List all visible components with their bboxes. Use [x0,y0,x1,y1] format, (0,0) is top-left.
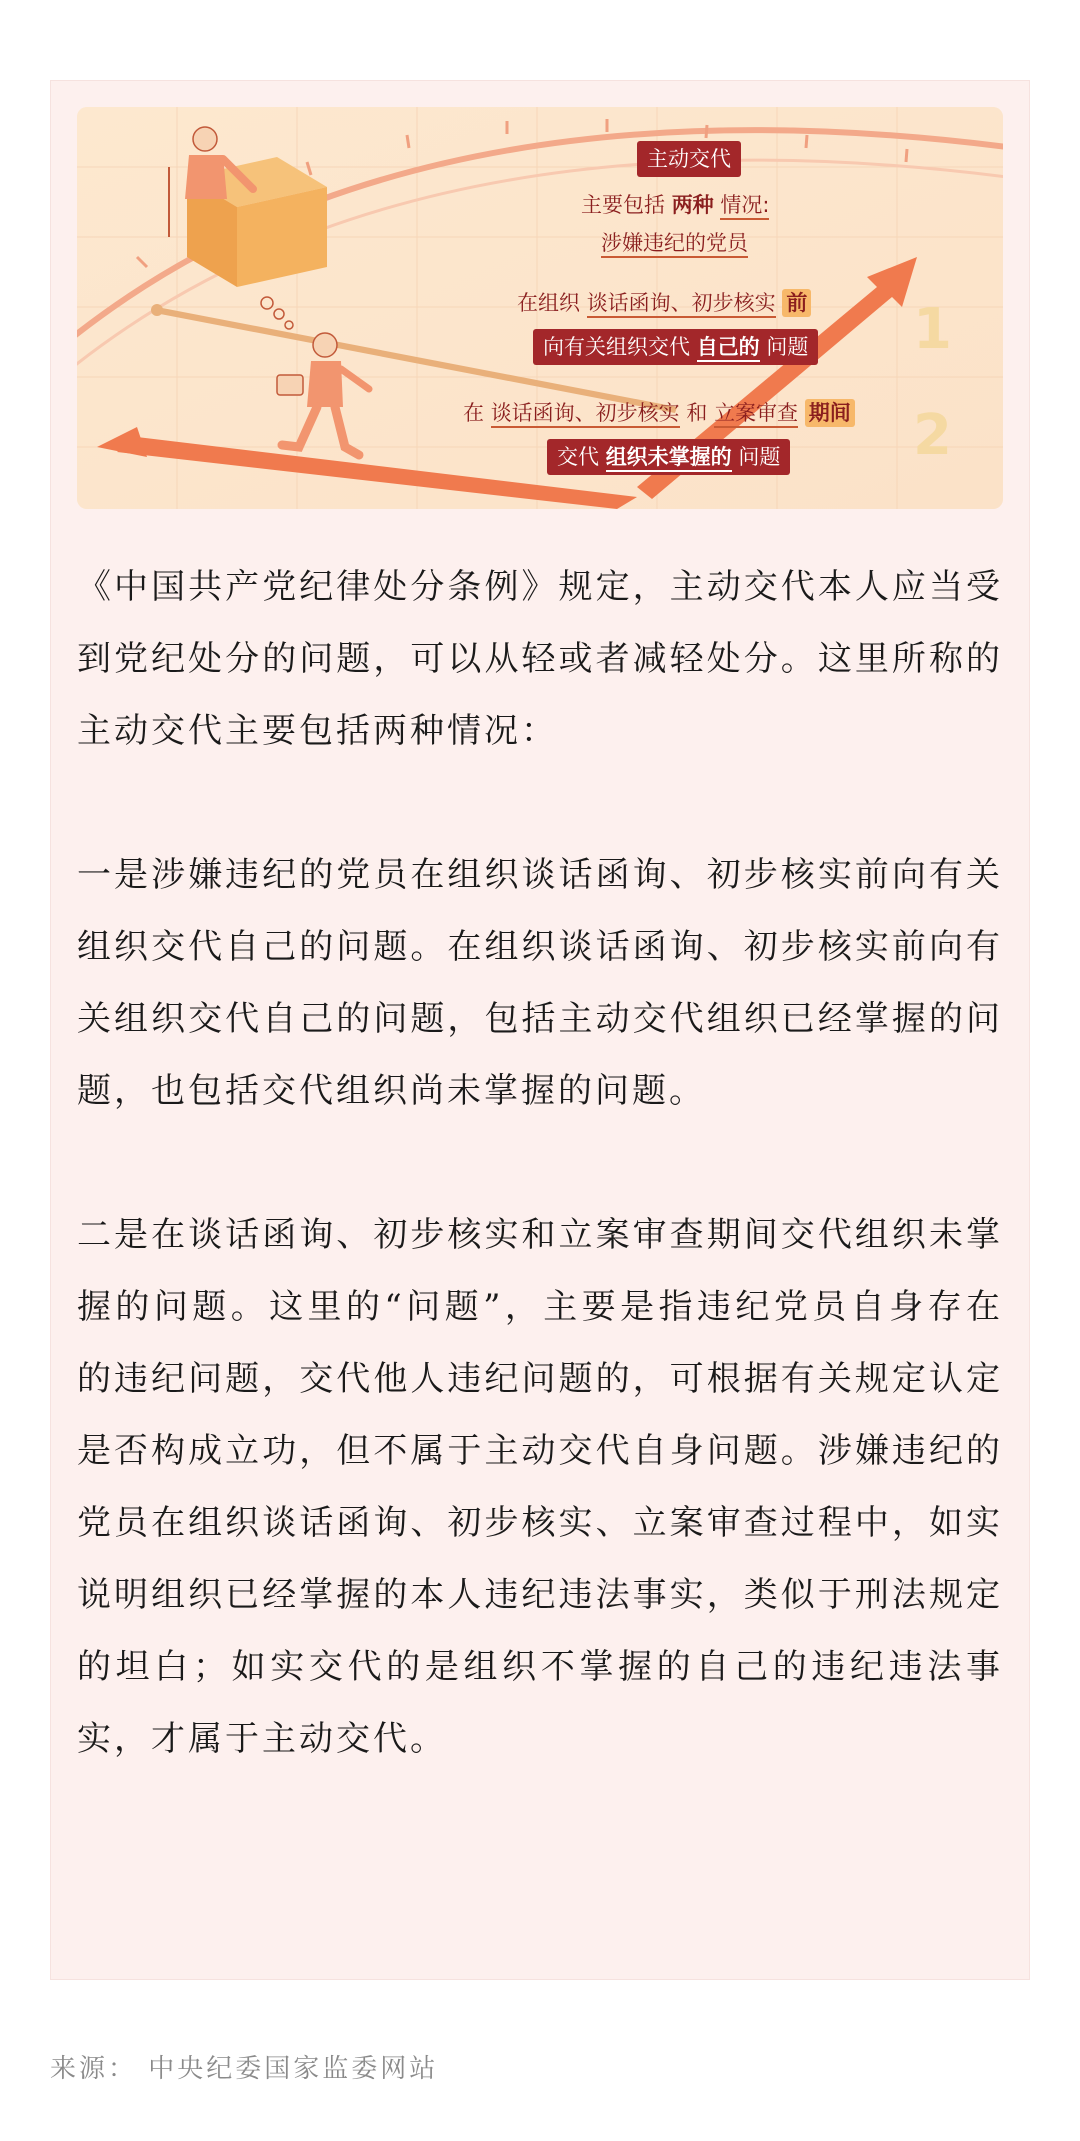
source-line [50,2048,438,2085]
infographic-image [77,107,1003,509]
party-member-line: 涉嫌违纪的党员 [601,229,748,257]
case1-condition: 在组织 谈话函询、初步核实 前 [517,289,811,317]
article-paragraph-3: 二是在谈话函询、初步核实和立案审查期间交代组织未掌握的问题。这里的“问题”，主要是指违纪党员自身存在的违纪问题，交代他人违纪问题的，可根据有关规定认定是否构成立功，但不属于主动交代自身问题。涉嫌违纪的党员在组织谈话函询、初步核实、立案审查过程中，如实说明组织已经掌握的本人违纪违法事实，类似于刑法规定的坦白；如实交代的是组织不掌握的自己的违纪违法事实，才属于主动交代。 [77,1215,1003,1759]
article-card [50,80,1030,1980]
case2-number: 2 [913,403,952,468]
case1-tag: 向有关组织交代 自己的 问题 [533,329,818,365]
case2-tag: 交代 组织未掌握的 问题 [547,439,790,475]
case2-condition: 在 谈话函询、初步核实 和 立案审查 期间 [463,399,855,427]
article-body [77,551,1003,1775]
article-paragraph-1: 《中国共产党纪律处分条例》规定，主动交代本人应当受到党纪处分的问题，可以从轻或者减轻处分。这里所称的主动交代主要包括两种情况： [77,567,1003,751]
case1-number: 1 [913,297,952,362]
infographic-callouts [77,107,1003,509]
source-label: 来源： [50,2054,138,2084]
article-paragraph-2: 一是涉嫌违纪的党员在组织谈话函询、初步核实前向有关组织交代自己的问题。在组织谈话函询、初步核实前向有关组织交代自己的问题，包括主动交代组织已经掌握的问题，也包括交代组织尚未掌握的问题。 [77,855,1003,1111]
main-tag: 主动交代 [637,141,741,177]
source-name: 中央纪委国家监委网站 [148,2054,439,2084]
intro-line: 主要包括 两种 情况: [581,191,769,219]
